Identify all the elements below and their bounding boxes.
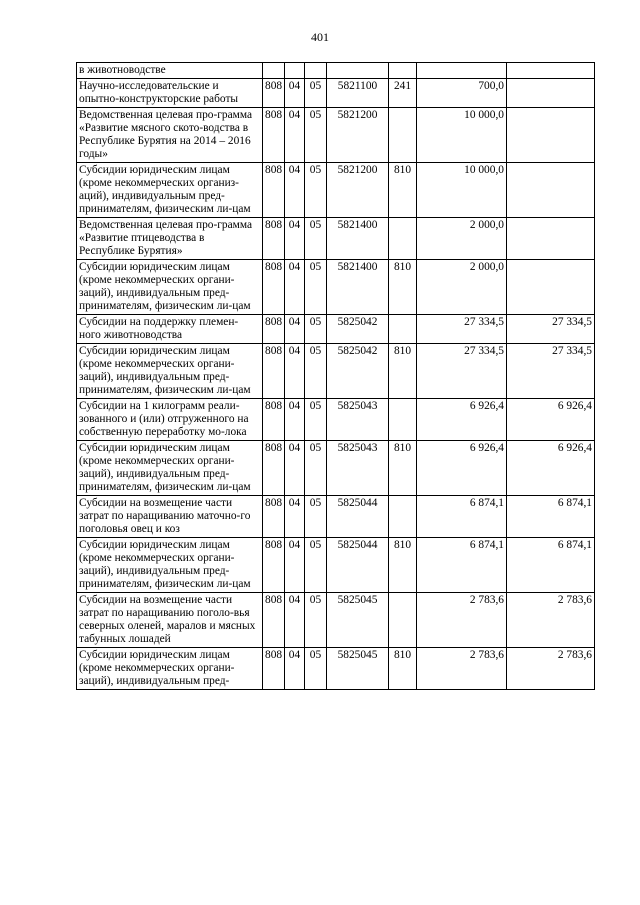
ministry-code-cell: 808: [263, 648, 285, 690]
row-name-cell: Субсидии юридическим лицам (кроме некоммерческих органи-заций), индивидуальным пред-принимателям, физическим ли-цам: [77, 441, 263, 496]
ministry-code-cell: 808: [263, 218, 285, 260]
ministry-code-cell: 808: [263, 496, 285, 538]
table-row: [77, 593, 595, 648]
budget-table: [76, 62, 595, 690]
section-code-cell: 04: [285, 538, 305, 593]
section-code-cell: 04: [285, 496, 305, 538]
amount-federal-cell: [507, 260, 595, 315]
table-row: [77, 108, 595, 163]
table-row: [77, 315, 595, 344]
row-name-cell: Научно-исследовательские и опытно-конструкторские работы: [77, 79, 263, 108]
subsection-code-cell: 05: [305, 441, 327, 496]
row-name-cell: Субсидии юридическим лицам (кроме некоммерческих органи-заций), индивидуальным пред-принимателям, физическим ли-цам: [77, 538, 263, 593]
expense-type-cell: 810: [389, 441, 417, 496]
table-row: [77, 496, 595, 538]
expense-type-cell: [389, 593, 417, 648]
amount-cell: 27 334,5: [417, 344, 507, 399]
section-code-cell: 04: [285, 648, 305, 690]
ministry-code-cell: 808: [263, 399, 285, 441]
subsection-code-cell: 05: [305, 260, 327, 315]
subsection-code-cell: 05: [305, 315, 327, 344]
expense-type-cell: 241: [389, 79, 417, 108]
row-name-cell: Ведомственная целевая про-грамма «Развитие птицеводства в Республике Бурятия»: [77, 218, 263, 260]
expense-type-cell: [389, 315, 417, 344]
ministry-code-cell: 808: [263, 315, 285, 344]
target-article-cell: 5821200: [327, 163, 389, 218]
ministry-code-cell: 808: [263, 108, 285, 163]
section-code-cell: 04: [285, 218, 305, 260]
table-row: [77, 648, 595, 690]
target-article-cell: 5821100: [327, 79, 389, 108]
expense-type-cell: 810: [389, 538, 417, 593]
table-row: [77, 399, 595, 441]
subsection-code-cell: 05: [305, 163, 327, 218]
target-article-cell: [327, 63, 389, 79]
section-code-cell: 04: [285, 441, 305, 496]
target-article-cell: 5821200: [327, 108, 389, 163]
table-row: [77, 260, 595, 315]
amount-federal-cell: [507, 79, 595, 108]
ministry-code-cell: 808: [263, 538, 285, 593]
amount-federal-cell: [507, 218, 595, 260]
amount-cell: 700,0: [417, 79, 507, 108]
table-row: [77, 163, 595, 218]
row-name-cell: Субсидии на возмещение части затрат по наращиванию поголо-вья северных оленей, маралов и мясных табунных лошадей: [77, 593, 263, 648]
ministry-code-cell: 808: [263, 441, 285, 496]
ministry-code-cell: [263, 63, 285, 79]
amount-cell: 6 874,1: [417, 538, 507, 593]
ministry-code-cell: 808: [263, 79, 285, 108]
amount-cell: 2 000,0: [417, 260, 507, 315]
subsection-code-cell: [305, 63, 327, 79]
target-article-cell: 5821400: [327, 260, 389, 315]
table-row: [77, 63, 595, 79]
section-code-cell: 04: [285, 344, 305, 399]
section-code-cell: 04: [285, 79, 305, 108]
table-row: [77, 344, 595, 399]
subsection-code-cell: 05: [305, 648, 327, 690]
amount-cell: 27 334,5: [417, 315, 507, 344]
table-row: [77, 218, 595, 260]
subsection-code-cell: 05: [305, 593, 327, 648]
amount-federal-cell: 6 926,4: [507, 441, 595, 496]
amount-federal-cell: 27 334,5: [507, 315, 595, 344]
expense-type-cell: 810: [389, 260, 417, 315]
ministry-code-cell: 808: [263, 163, 285, 218]
amount-federal-cell: 27 334,5: [507, 344, 595, 399]
amount-federal-cell: [507, 63, 595, 79]
amount-cell: 2 783,6: [417, 648, 507, 690]
amount-cell: 6 926,4: [417, 441, 507, 496]
target-article-cell: 5825045: [327, 593, 389, 648]
table-row: [77, 79, 595, 108]
subsection-code-cell: 05: [305, 399, 327, 441]
target-article-cell: 5825042: [327, 315, 389, 344]
row-name-cell: Субсидии на возмещение части затрат по наращиванию маточно-го поголовья овец и коз: [77, 496, 263, 538]
row-name-cell: Субсидии юридическим лицам (кроме некоммерческих органи-заций), индивидуальным пред-принимателям, физическим ли-цам: [77, 344, 263, 399]
amount-cell: 6 874,1: [417, 496, 507, 538]
amount-cell: 2 783,6: [417, 593, 507, 648]
table-row: [77, 538, 595, 593]
subsection-code-cell: 05: [305, 344, 327, 399]
page-number: 401: [311, 30, 329, 44]
expense-type-cell: 810: [389, 648, 417, 690]
ministry-code-cell: 808: [263, 260, 285, 315]
amount-cell: 2 000,0: [417, 218, 507, 260]
expense-type-cell: [389, 63, 417, 79]
section-code-cell: 04: [285, 163, 305, 218]
amount-cell: 6 926,4: [417, 399, 507, 441]
target-article-cell: 5825044: [327, 496, 389, 538]
target-article-cell: 5825043: [327, 441, 389, 496]
amount-federal-cell: 2 783,6: [507, 648, 595, 690]
section-code-cell: 04: [285, 399, 305, 441]
target-article-cell: 5825044: [327, 538, 389, 593]
expense-type-cell: [389, 496, 417, 538]
target-article-cell: 5825042: [327, 344, 389, 399]
amount-cell: 10 000,0: [417, 108, 507, 163]
target-article-cell: 5825045: [327, 648, 389, 690]
expense-type-cell: [389, 218, 417, 260]
amount-federal-cell: 2 783,6: [507, 593, 595, 648]
row-name-cell: Субсидии на 1 килограмм реали-зованного и (или) отгруженного на собственную переработку мо-лока: [77, 399, 263, 441]
ministry-code-cell: 808: [263, 344, 285, 399]
row-name-cell: Субсидии юридическим лицам (кроме некоммерческих органи-заций), индивидуальным пред-: [77, 648, 263, 690]
section-code-cell: 04: [285, 108, 305, 163]
amount-federal-cell: 6 874,1: [507, 538, 595, 593]
section-code-cell: 04: [285, 315, 305, 344]
expense-type-cell: [389, 108, 417, 163]
section-code-cell: [285, 63, 305, 79]
subsection-code-cell: 05: [305, 538, 327, 593]
amount-cell: 10 000,0: [417, 163, 507, 218]
amount-federal-cell: [507, 108, 595, 163]
row-name-cell: Субсидии юридическим лицам (кроме некоммерческих органи-заций), индивидуальным пред-принимателям, физическим ли-цам: [77, 260, 263, 315]
ministry-code-cell: 808: [263, 593, 285, 648]
amount-federal-cell: 6 926,4: [507, 399, 595, 441]
expense-type-cell: 810: [389, 163, 417, 218]
subsection-code-cell: 05: [305, 218, 327, 260]
row-name-cell: в животноводстве: [77, 63, 263, 79]
subsection-code-cell: 05: [305, 496, 327, 538]
expense-type-cell: 810: [389, 344, 417, 399]
table-row: [77, 441, 595, 496]
amount-federal-cell: 6 874,1: [507, 496, 595, 538]
subsection-code-cell: 05: [305, 79, 327, 108]
budget-table-body: [77, 63, 595, 690]
section-code-cell: 04: [285, 260, 305, 315]
subsection-code-cell: 05: [305, 108, 327, 163]
row-name-cell: Субсидии на поддержку племен-ного животноводства: [77, 315, 263, 344]
expense-type-cell: [389, 399, 417, 441]
amount-federal-cell: [507, 163, 595, 218]
row-name-cell: Субсидии юридическим лицам (кроме некоммерческих организ-аций), индивидуальным пред-принимателям, физическим ли-цам: [77, 163, 263, 218]
target-article-cell: 5825043: [327, 399, 389, 441]
amount-cell: [417, 63, 507, 79]
row-name-cell: Ведомственная целевая про-грамма «Развитие мясного ското-водства в Республике Бурятия на 2014 – 2016 годы»: [77, 108, 263, 163]
target-article-cell: 5821400: [327, 218, 389, 260]
section-code-cell: 04: [285, 593, 305, 648]
